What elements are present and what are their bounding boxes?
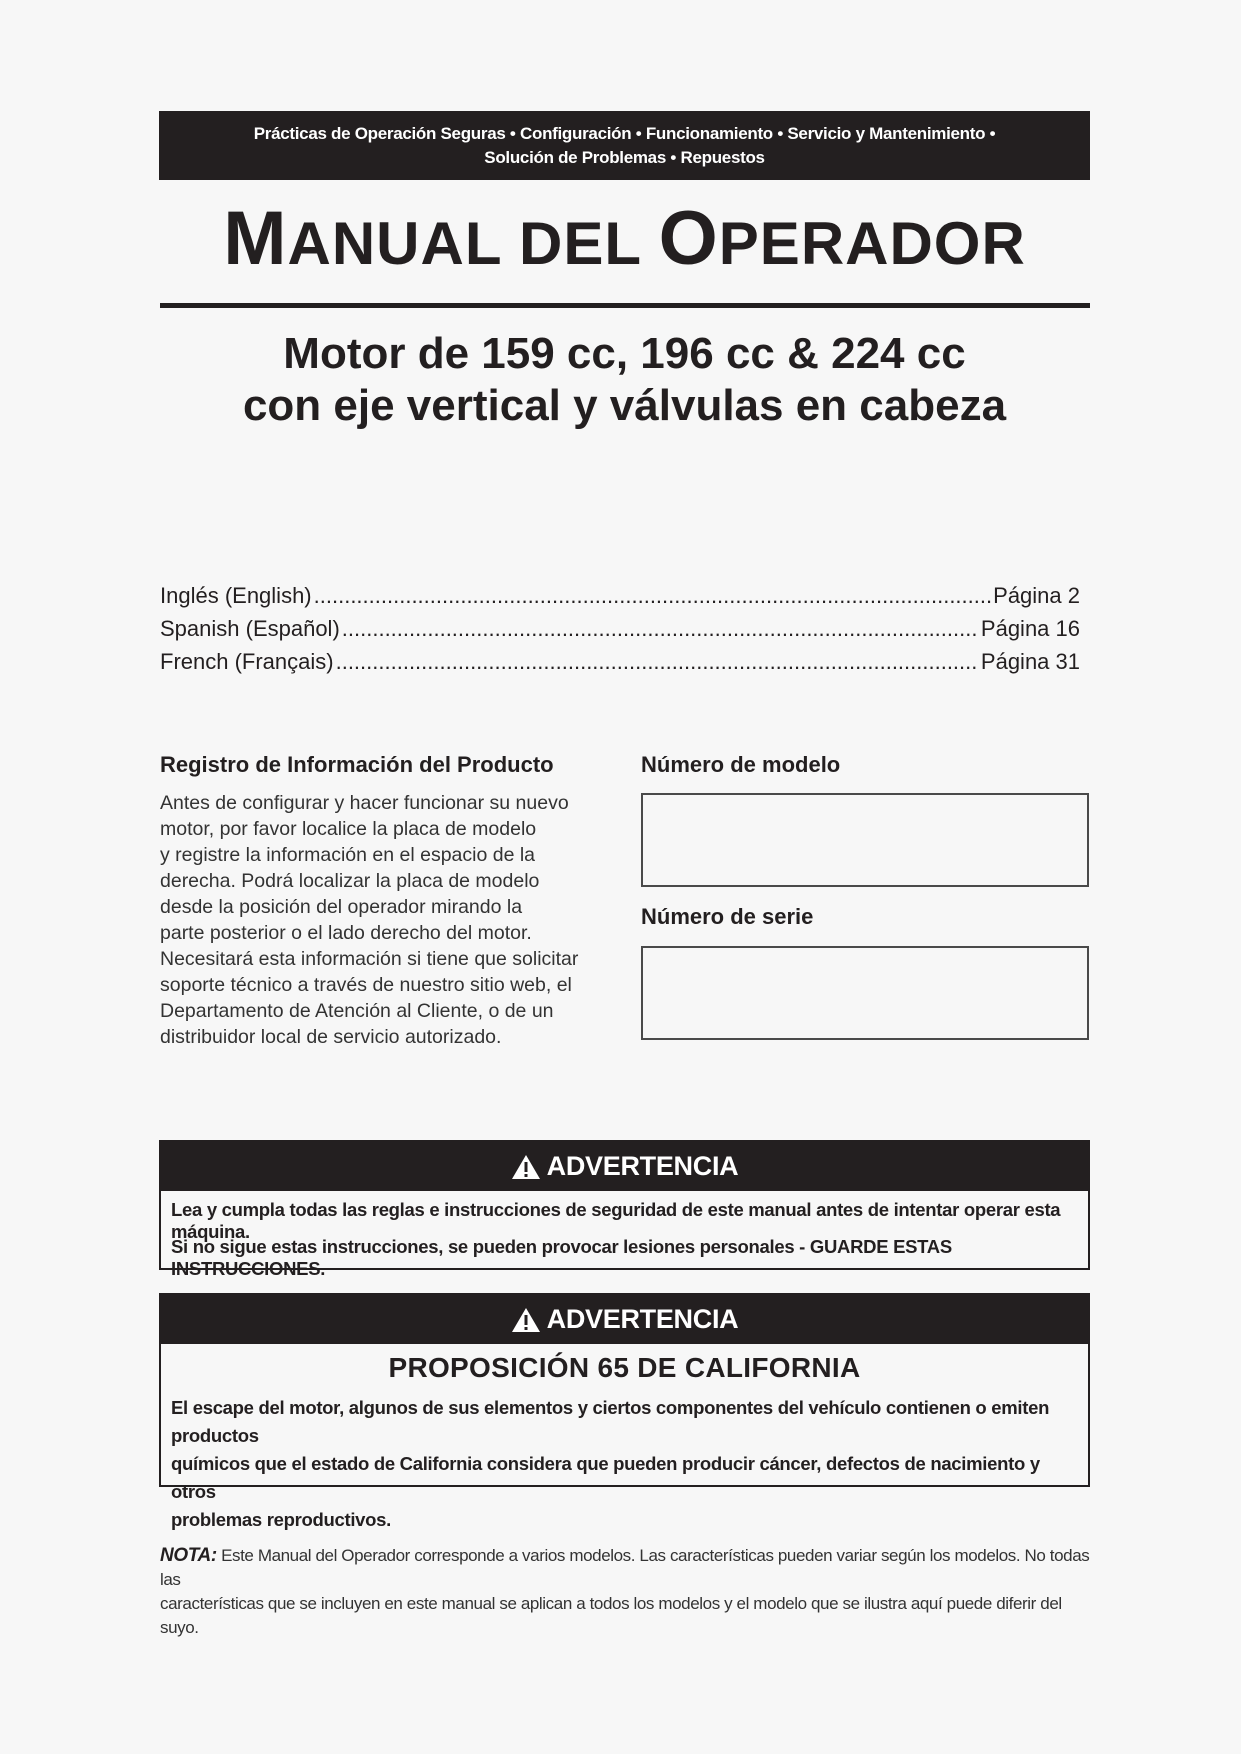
toc-leader <box>314 583 992 609</box>
nota-text-1: Este Manual del Operador corresponde a varios modelos. Las características pueden variar según los modelos. No todas las <box>160 1546 1090 1589</box>
registration-line: y registre la información en el espacio de la <box>160 844 536 866</box>
toc-label: Spanish (Español) <box>160 616 340 641</box>
warning-heading: ADVERTENCIA <box>546 1151 739 1181</box>
nota-line-1 <box>160 1544 1090 1592</box>
toc-leader <box>336 649 979 675</box>
title-part-2: PERADOR <box>718 210 1026 277</box>
toc-page: Página 2 <box>993 583 1080 608</box>
registration-line: Necesitará esta información si tiene que solicitar <box>160 948 579 970</box>
warning-heading: ADVERTENCIA <box>546 1304 739 1334</box>
prop65-title: PROPOSICIÓN 65 DE CALIFORNIA <box>388 1352 861 1383</box>
title-initial-o: O <box>658 196 719 281</box>
registration-text <box>160 790 600 1050</box>
toc-row-english[interactable] <box>160 583 1080 616</box>
toc-page: Página 16 <box>980 616 1080 641</box>
toc-label: French (Français) <box>160 649 334 674</box>
nota-label: NOTA: <box>160 1545 217 1566</box>
warning-triangle-icon <box>511 1154 541 1180</box>
warning-line-2: Si no sigue estas instrucciones, se pueden provocar lesiones personales - GUARDE ESTAS INSTRUCCIONES. <box>171 1236 952 1279</box>
prop65-line-3: problemas reproductivos. <box>171 1509 391 1530</box>
registration-line: parte posterior o el lado derecho del motor. <box>160 922 532 944</box>
manual-title <box>159 184 1090 294</box>
registration-line: distribuidor local de servicio autorizado. <box>160 1026 502 1048</box>
toc-leader <box>342 616 979 642</box>
serial-number-label: Número de serie <box>641 904 814 929</box>
registration-line: Antes de configurar y hacer funcionar su nuevo <box>160 792 569 814</box>
model-number-field[interactable] <box>641 793 1089 887</box>
language-index <box>160 583 1080 682</box>
warning-line-1: Lea y cumpla todas las reglas e instrucciones de seguridad de este manual antes de intentar operar esta máquina. <box>171 1199 1061 1242</box>
header-bar <box>159 111 1090 180</box>
registration-line: derecha. Podrá localizar la placa de modelo <box>160 870 540 892</box>
registration-line: soporte técnico a través de nuestro sitio web, el <box>160 974 572 996</box>
engine-subtitle <box>159 328 1090 432</box>
subtitle-line-1: Motor de 159 cc, 196 cc & 224 cc <box>283 329 966 378</box>
model-number-label: Número de modelo <box>641 752 841 777</box>
header-line-1: Prácticas de Operación Seguras • Configuración • Funcionamiento • Servicio y Mantenimiento • <box>253 123 996 143</box>
toc-page: Página 31 <box>980 649 1080 674</box>
warning-header <box>161 1295 1088 1344</box>
prop65-line-2: químicos que el estado de California considera que pueden producir cáncer, defectos de nacimiento y otros <box>171 1453 1040 1502</box>
title-initial-m: M <box>223 196 288 281</box>
prop65-line-1: El escape del motor, algunos de sus elementos y ciertos componentes del vehículo contienen o emiten productos <box>171 1397 1050 1446</box>
prop65-warning-box <box>159 1293 1090 1530</box>
toc-row-spanish[interactable] <box>160 616 1080 649</box>
nota-note <box>160 1544 1090 1640</box>
title-divider <box>160 303 1090 308</box>
toc-label: Inglés (English) <box>160 583 312 608</box>
header-line-2: Solución de Problemas • Repuestos <box>484 147 765 167</box>
warning-triangle-icon <box>511 1307 541 1333</box>
registration-line: Departamento de Atención al Cliente, o de un <box>160 1000 554 1022</box>
title-part-1: ANUAL DEL <box>287 210 659 277</box>
nota-line-2: características que se incluyen en este manual se aplican a todos los modelos y el modelo que se ilustra aquí puede diferir del suyo. <box>160 1594 1062 1637</box>
registration-line: desde la posición del operador mirando la <box>160 896 523 918</box>
registration-title: Registro de Información del Producto <box>160 752 554 777</box>
registration-line: motor, por favor localice la placa de modelo <box>160 818 537 840</box>
toc-row-french[interactable] <box>160 649 1080 682</box>
subtitle-line-2: con eje vertical y válvulas en cabeza <box>242 381 1007 430</box>
serial-number-field[interactable] <box>641 946 1089 1040</box>
warning-header <box>161 1142 1088 1191</box>
safety-warning-box <box>159 1140 1090 1279</box>
